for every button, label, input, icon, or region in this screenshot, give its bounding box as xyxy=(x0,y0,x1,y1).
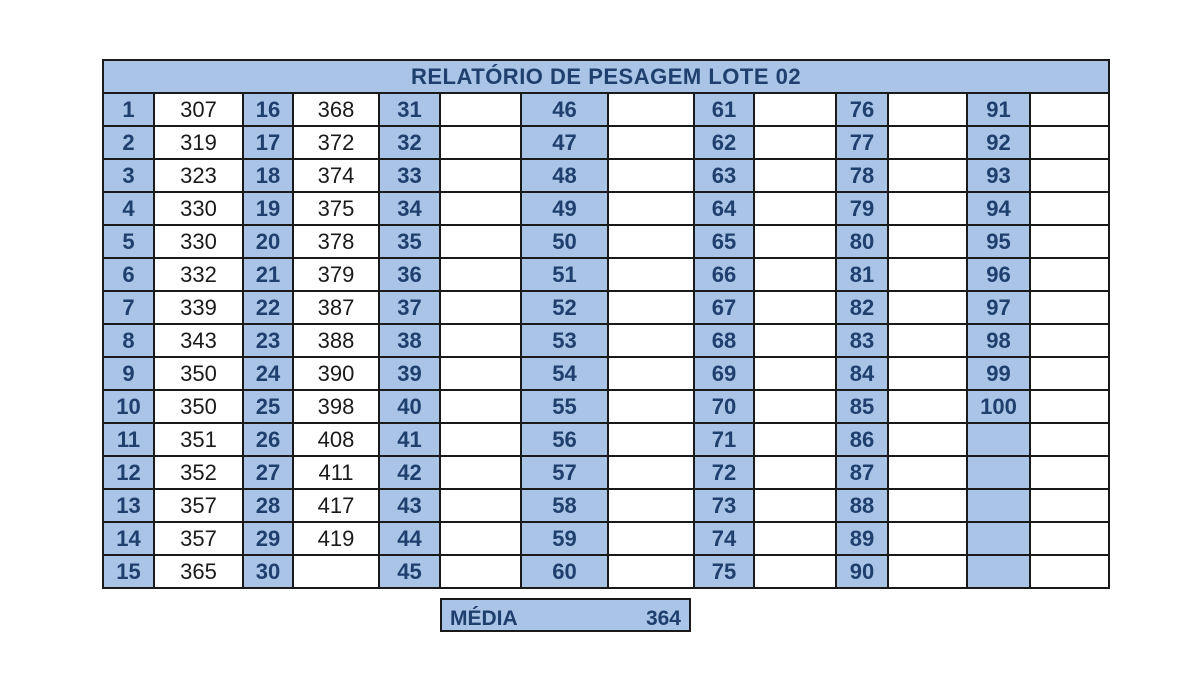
animal-number-cell: 55 xyxy=(521,390,608,423)
weight-cell xyxy=(1030,258,1109,291)
weight-cell: 307 xyxy=(154,93,243,126)
animal-number-cell: 2 xyxy=(103,126,154,159)
animal-number-cell: 94 xyxy=(967,192,1030,225)
animal-number-cell: 61 xyxy=(694,93,754,126)
report-title: RELATÓRIO DE PESAGEM LOTE 02 xyxy=(103,60,1109,93)
weight-cell xyxy=(888,225,967,258)
table-row xyxy=(103,258,1109,291)
animal-number-cell: 32 xyxy=(379,126,440,159)
animal-number-cell: 42 xyxy=(379,456,440,489)
weight-cell xyxy=(608,126,694,159)
animal-number-cell: 65 xyxy=(694,225,754,258)
weight-cell: 351 xyxy=(154,423,243,456)
animal-number-cell: 82 xyxy=(836,291,888,324)
weight-cell xyxy=(608,159,694,192)
weight-cell: 388 xyxy=(293,324,379,357)
weight-cell xyxy=(608,291,694,324)
animal-number-cell: 5 xyxy=(103,225,154,258)
animal-number-cell: 7 xyxy=(103,291,154,324)
weight-cell xyxy=(608,357,694,390)
weight-cell xyxy=(754,456,836,489)
weight-cell xyxy=(754,324,836,357)
animal-number-cell xyxy=(967,489,1030,522)
animal-number-cell: 23 xyxy=(243,324,293,357)
weight-cell xyxy=(608,324,694,357)
weight-cell xyxy=(888,456,967,489)
weight-cell xyxy=(754,159,836,192)
table-row xyxy=(103,159,1109,192)
weight-cell: 375 xyxy=(293,192,379,225)
weight-cell xyxy=(1030,192,1109,225)
weight-cell: 350 xyxy=(154,357,243,390)
animal-number-cell: 11 xyxy=(103,423,154,456)
weight-cell xyxy=(608,225,694,258)
weight-cell xyxy=(440,93,521,126)
animal-number-cell: 16 xyxy=(243,93,293,126)
animal-number-cell: 86 xyxy=(836,423,888,456)
animal-number-cell: 76 xyxy=(836,93,888,126)
weight-cell xyxy=(888,291,967,324)
animal-number-cell: 52 xyxy=(521,291,608,324)
average-row xyxy=(440,598,691,632)
weight-cell: 365 xyxy=(154,555,243,588)
animal-number-cell: 43 xyxy=(379,489,440,522)
weight-cell xyxy=(1030,555,1109,588)
animal-number-cell: 41 xyxy=(379,423,440,456)
weight-cell xyxy=(888,390,967,423)
weight-cell xyxy=(754,126,836,159)
weight-cell xyxy=(754,258,836,291)
animal-number-cell: 26 xyxy=(243,423,293,456)
animal-number-cell: 33 xyxy=(379,159,440,192)
weight-cell xyxy=(888,192,967,225)
animal-number-cell: 22 xyxy=(243,291,293,324)
animal-number-cell: 40 xyxy=(379,390,440,423)
animal-number-cell: 45 xyxy=(379,555,440,588)
weight-cell: 330 xyxy=(154,225,243,258)
animal-number-cell: 14 xyxy=(103,522,154,555)
weight-cell xyxy=(440,291,521,324)
weight-cell: 419 xyxy=(293,522,379,555)
animal-number-cell: 91 xyxy=(967,93,1030,126)
weighing-report-table xyxy=(102,59,1110,589)
animal-number-cell: 74 xyxy=(694,522,754,555)
animal-number-cell: 95 xyxy=(967,225,1030,258)
animal-number-cell: 79 xyxy=(836,192,888,225)
animal-number-cell: 93 xyxy=(967,159,1030,192)
weight-cell xyxy=(440,159,521,192)
table-row xyxy=(103,423,1109,456)
weight-cell: 387 xyxy=(293,291,379,324)
table-row xyxy=(103,489,1109,522)
weight-cell: 350 xyxy=(154,390,243,423)
weight-cell xyxy=(754,291,836,324)
animal-number-cell xyxy=(967,555,1030,588)
weight-cell xyxy=(608,93,694,126)
animal-number-cell: 70 xyxy=(694,390,754,423)
weight-cell xyxy=(888,126,967,159)
weight-cell: 330 xyxy=(154,192,243,225)
weight-cell xyxy=(888,324,967,357)
animal-number-cell: 53 xyxy=(521,324,608,357)
weight-cell xyxy=(440,258,521,291)
animal-number-cell: 44 xyxy=(379,522,440,555)
animal-number-cell: 71 xyxy=(694,423,754,456)
table-row xyxy=(103,93,1109,126)
weight-cell xyxy=(754,357,836,390)
animal-number-cell: 98 xyxy=(967,324,1030,357)
animal-number-cell xyxy=(967,423,1030,456)
animal-number-cell: 66 xyxy=(694,258,754,291)
animal-number-cell: 51 xyxy=(521,258,608,291)
animal-number-cell: 89 xyxy=(836,522,888,555)
weight-cell xyxy=(888,522,967,555)
animal-number-cell: 13 xyxy=(103,489,154,522)
weight-cell xyxy=(754,93,836,126)
weight-cell: 352 xyxy=(154,456,243,489)
weight-cell: 411 xyxy=(293,456,379,489)
weight-cell xyxy=(754,423,836,456)
weight-cell: 323 xyxy=(154,159,243,192)
animal-number-cell: 84 xyxy=(836,357,888,390)
animal-number-cell: 20 xyxy=(243,225,293,258)
animal-number-cell: 90 xyxy=(836,555,888,588)
animal-number-cell: 49 xyxy=(521,192,608,225)
weight-cell: 339 xyxy=(154,291,243,324)
animal-number-cell: 24 xyxy=(243,357,293,390)
animal-number-cell: 36 xyxy=(379,258,440,291)
animal-number-cell: 68 xyxy=(694,324,754,357)
animal-number-cell: 1 xyxy=(103,93,154,126)
weight-cell xyxy=(1030,324,1109,357)
animal-number-cell: 78 xyxy=(836,159,888,192)
table-row xyxy=(103,456,1109,489)
weight-cell xyxy=(888,93,967,126)
animal-number-cell: 96 xyxy=(967,258,1030,291)
weight-cell: 357 xyxy=(154,489,243,522)
animal-number-cell: 15 xyxy=(103,555,154,588)
animal-number-cell: 59 xyxy=(521,522,608,555)
animal-number-cell: 75 xyxy=(694,555,754,588)
weight-cell xyxy=(608,192,694,225)
animal-number-cell: 46 xyxy=(521,93,608,126)
animal-number-cell: 77 xyxy=(836,126,888,159)
weight-cell xyxy=(754,555,836,588)
animal-number-cell: 31 xyxy=(379,93,440,126)
weight-cell xyxy=(440,324,521,357)
animal-number-cell: 21 xyxy=(243,258,293,291)
weight-cell xyxy=(440,423,521,456)
animal-number-cell: 58 xyxy=(521,489,608,522)
weight-cell xyxy=(888,555,967,588)
weight-cell xyxy=(608,555,694,588)
animal-number-cell: 100 xyxy=(967,390,1030,423)
animal-number-cell: 97 xyxy=(967,291,1030,324)
weight-cell xyxy=(888,258,967,291)
animal-number-cell: 9 xyxy=(103,357,154,390)
animal-number-cell: 64 xyxy=(694,192,754,225)
weight-cell xyxy=(1030,390,1109,423)
table-row xyxy=(103,555,1109,588)
animal-number-cell: 88 xyxy=(836,489,888,522)
weight-cell xyxy=(608,489,694,522)
animal-number-cell: 18 xyxy=(243,159,293,192)
animal-number-cell: 19 xyxy=(243,192,293,225)
average-label: MÉDIA xyxy=(450,607,518,630)
average-value: 364 xyxy=(645,607,681,630)
weight-cell xyxy=(608,390,694,423)
animal-number-cell: 81 xyxy=(836,258,888,291)
table-row xyxy=(103,192,1109,225)
animal-number-cell: 48 xyxy=(521,159,608,192)
animal-number-cell: 39 xyxy=(379,357,440,390)
weight-cell xyxy=(888,159,967,192)
animal-number-cell: 57 xyxy=(521,456,608,489)
weight-cell: 417 xyxy=(293,489,379,522)
weight-cell xyxy=(608,522,694,555)
weight-cell xyxy=(1030,357,1109,390)
animal-number-cell: 69 xyxy=(694,357,754,390)
weight-cell: 378 xyxy=(293,225,379,258)
table-row xyxy=(103,324,1109,357)
animal-number-cell: 6 xyxy=(103,258,154,291)
animal-number-cell: 8 xyxy=(103,324,154,357)
animal-number-cell: 87 xyxy=(836,456,888,489)
animal-number-cell: 4 xyxy=(103,192,154,225)
weight-cell xyxy=(888,423,967,456)
weight-cell xyxy=(1030,93,1109,126)
table-row xyxy=(103,522,1109,555)
table-row xyxy=(103,225,1109,258)
weight-cell: 319 xyxy=(154,126,243,159)
animal-number-cell: 56 xyxy=(521,423,608,456)
animal-number-cell: 38 xyxy=(379,324,440,357)
table-row xyxy=(103,291,1109,324)
weight-cell xyxy=(440,489,521,522)
animal-number-cell: 54 xyxy=(521,357,608,390)
weight-cell xyxy=(440,456,521,489)
animal-number-cell xyxy=(967,522,1030,555)
weight-cell: 390 xyxy=(293,357,379,390)
animal-number-cell: 99 xyxy=(967,357,1030,390)
weight-cell xyxy=(440,126,521,159)
animal-number-cell: 85 xyxy=(836,390,888,423)
weight-cell xyxy=(888,489,967,522)
weight-cell: 332 xyxy=(154,258,243,291)
weight-cell xyxy=(440,192,521,225)
animal-number-cell: 28 xyxy=(243,489,293,522)
animal-number-cell: 29 xyxy=(243,522,293,555)
animal-number-cell: 30 xyxy=(243,555,293,588)
weight-cell xyxy=(1030,423,1109,456)
weight-cell: 357 xyxy=(154,522,243,555)
animal-number-cell: 83 xyxy=(836,324,888,357)
animal-number-cell: 10 xyxy=(103,390,154,423)
weight-cell xyxy=(754,390,836,423)
weight-cell xyxy=(754,522,836,555)
weight-cell: 408 xyxy=(293,423,379,456)
animal-number-cell: 67 xyxy=(694,291,754,324)
weight-cell xyxy=(440,522,521,555)
weight-cell xyxy=(754,192,836,225)
animal-number-cell: 3 xyxy=(103,159,154,192)
weight-cell: 374 xyxy=(293,159,379,192)
weight-cell xyxy=(1030,225,1109,258)
table-row xyxy=(103,390,1109,423)
weight-cell xyxy=(440,555,521,588)
weight-cell xyxy=(440,390,521,423)
weight-cell xyxy=(440,357,521,390)
animal-number-cell: 37 xyxy=(379,291,440,324)
weight-cell xyxy=(754,489,836,522)
animal-number-cell: 60 xyxy=(521,555,608,588)
weight-cell: 343 xyxy=(154,324,243,357)
weight-cell: 398 xyxy=(293,390,379,423)
weight-cell xyxy=(293,555,379,588)
animal-number-cell: 27 xyxy=(243,456,293,489)
animal-number-cell: 73 xyxy=(694,489,754,522)
weight-cell xyxy=(440,225,521,258)
weight-cell xyxy=(608,456,694,489)
animal-number-cell: 12 xyxy=(103,456,154,489)
animal-number-cell: 62 xyxy=(694,126,754,159)
animal-number-cell xyxy=(967,456,1030,489)
weight-cell: 372 xyxy=(293,126,379,159)
weight-cell: 368 xyxy=(293,93,379,126)
weight-cell xyxy=(1030,489,1109,522)
weight-cell xyxy=(888,357,967,390)
table-row xyxy=(103,126,1109,159)
weight-cell xyxy=(1030,159,1109,192)
weight-cell xyxy=(1030,456,1109,489)
animal-number-cell: 17 xyxy=(243,126,293,159)
weight-cell xyxy=(608,258,694,291)
weight-cell xyxy=(754,225,836,258)
weight-cell xyxy=(608,423,694,456)
animal-number-cell: 35 xyxy=(379,225,440,258)
animal-number-cell: 72 xyxy=(694,456,754,489)
animal-number-cell: 92 xyxy=(967,126,1030,159)
animal-number-cell: 47 xyxy=(521,126,608,159)
animal-number-cell: 63 xyxy=(694,159,754,192)
weight-cell xyxy=(1030,126,1109,159)
animal-number-cell: 50 xyxy=(521,225,608,258)
animal-number-cell: 80 xyxy=(836,225,888,258)
weight-cell: 379 xyxy=(293,258,379,291)
weight-cell xyxy=(1030,291,1109,324)
table-row xyxy=(103,357,1109,390)
animal-number-cell: 34 xyxy=(379,192,440,225)
weight-cell xyxy=(1030,522,1109,555)
animal-number-cell: 25 xyxy=(243,390,293,423)
